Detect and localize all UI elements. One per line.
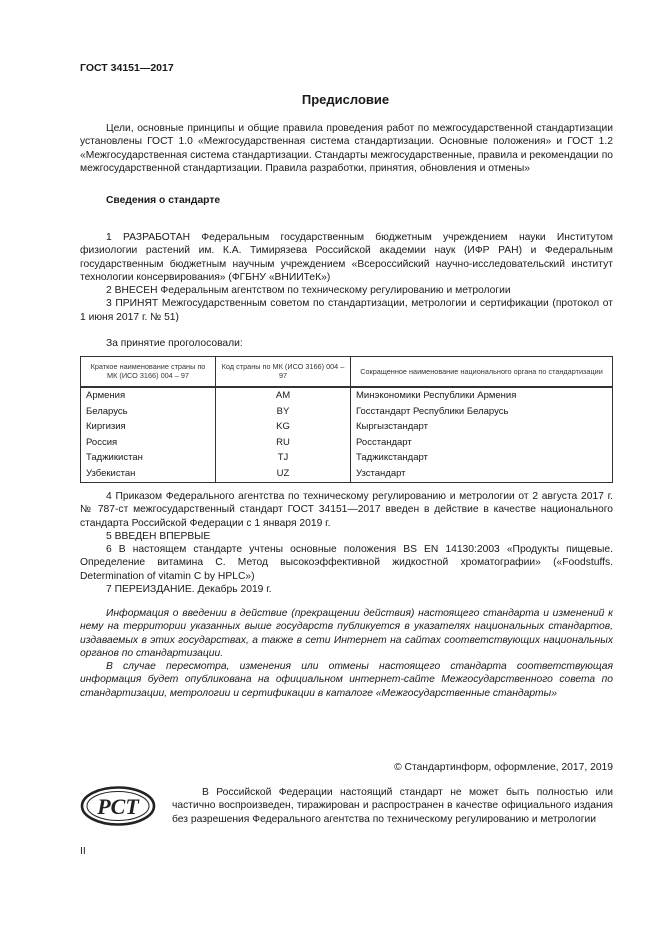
item-adopted: 3 ПРИНЯТ Межгосударственным советом по стандартизации, метрологии и сертификации (протокол от 1 июня 2017 г. № 51) xyxy=(80,298,613,323)
item-developed: 1 РАЗРАБОТАН Федеральным государственным бюджетным учреждением науки Институтом физиологии растений им. К.А. Тимирязева Российской академии наук (ИФР РАН) и Федеральным государственным бюджетным научным учреждением «Всероссийский научно-исследовательский институт технологии консервирования» (ФГБНУ «ВНИИТеК») xyxy=(80,232,613,283)
voting-table xyxy=(80,356,613,483)
column-header: Код страны по МК (ИСО 3166) 004 – 97 xyxy=(216,357,351,388)
item-provisions: 6 В настоящем стандарте учтены основные положения BS EN 14130:2003 «Продукты пищевые. Определение витамина С. Метод высокоэффективной жидкостной хроматографии» («Foodstuffs. Determination of vitamin C by HPLC») xyxy=(80,544,613,582)
code-cell: AM xyxy=(216,387,351,404)
info-heading: Сведения о стандарте xyxy=(106,195,221,206)
column-header: Сокращенное наименование национального органа по стандартизации xyxy=(351,357,613,388)
page-title: Предисловие xyxy=(301,92,390,107)
code-cell: KG xyxy=(216,419,351,435)
country-cell: Узбекистан xyxy=(81,466,216,482)
country-cell: Таджикистан xyxy=(81,450,216,466)
item-reissue: 7 ПЕРЕИЗДАНИЕ. Декабрь 2019 г. xyxy=(106,584,272,596)
code-cell: RU xyxy=(216,435,351,451)
code-cell: BY xyxy=(216,404,351,420)
code-cell: UZ xyxy=(216,466,351,482)
country-cell: Россия xyxy=(81,435,216,451)
copyright-line: © Стандартинформ, оформление, 2017, 2019 xyxy=(394,762,613,773)
table-row xyxy=(81,404,613,420)
table-row xyxy=(81,387,613,404)
document-code: ГОСТ 34151—2017 xyxy=(80,62,174,74)
country-cell: Киргизия xyxy=(81,419,216,435)
copyright-notice: В Российской Федерации настоящий стандарт не может быть полностью или частично воспроизведен, тиражирован и распространен в качестве официального издания без разрешения Федерального агентства по техническому регулированию и метрологии xyxy=(172,787,613,825)
body-cell: Госстандарт Республики Беларусь xyxy=(351,404,613,420)
country-cell: Беларусь xyxy=(81,404,216,420)
publication-info-block xyxy=(80,607,613,700)
code-cell: TJ xyxy=(216,450,351,466)
post-table-block xyxy=(80,490,613,596)
table-row xyxy=(81,450,613,466)
svg-text:PCT: PCT xyxy=(97,794,139,819)
item-submitted: 2 ВНЕСЕН Федеральным агентством по техническому регулированию и метрологии xyxy=(106,285,511,297)
body-cell: Кыргызстандарт xyxy=(351,419,613,435)
item-first-introduced: 5 ВВЕДЕН ВПЕРВЫЕ xyxy=(106,530,211,542)
country-cell: Армения xyxy=(81,387,216,404)
table-row xyxy=(81,419,613,435)
page-number: II xyxy=(80,846,86,857)
body-cell: Таджикстандарт xyxy=(351,450,613,466)
table-row xyxy=(81,466,613,482)
intro-paragraph: Цели, основные принципы и общие правила проведения работ по межгосударственной стандартизации установлены ГОСТ 1.0 «Межгосударственная система стандартизации. Основные положения» и ГОСТ 1.2 «Межгосударственная система стандартизации. Стандарты межгосударственные, правила и рекомендации по межгосударственной стандартизации. Правила разработки, принятия, обновления и отмены» xyxy=(80,123,613,174)
info-revision-paragraph: В случае пересмотра, изменения или отмены настоящего стандарта соответствующая информация будет опубликована на официальном интернет-сайте Межгосударственного совета по стандартизации, метрологии и сертификации в каталоге «Межгосударственные стандарты» xyxy=(80,661,613,699)
rst-certification-mark-icon xyxy=(80,786,156,826)
body-cell: Узстандарт xyxy=(351,466,613,482)
body-cell: Росстандарт xyxy=(351,435,613,451)
table-row xyxy=(81,435,613,451)
item-order: 4 Приказом Федерального агентства по техническому регулированию и метрологии от 2 августа 2017 г. № 787-ст межгосударственный стандарт ГОСТ 34151—2017 введен в действие в качестве национального стандарта Российской Федерации с 1 января 2019 г. xyxy=(80,491,613,529)
info-publication-paragraph: Информация о введении в действие (прекращении действия) настоящего стандарта и изменений к нему на территории указанных выше государств публикуется в указателях национальных стандартов, издаваемых в этих государствах, а также в сети Интернет на сайтах соответствующих национальных органов по стандартизации. xyxy=(80,608,613,659)
body-cell: Минэкономики Республики Армения xyxy=(351,387,613,404)
column-header: Краткое наименование страны по МК (ИСО 3166) 004 – 97 xyxy=(81,357,216,388)
vote-label: За принятие проголосовали: xyxy=(106,338,243,349)
table-header-row xyxy=(81,357,613,388)
info-block xyxy=(80,231,613,324)
